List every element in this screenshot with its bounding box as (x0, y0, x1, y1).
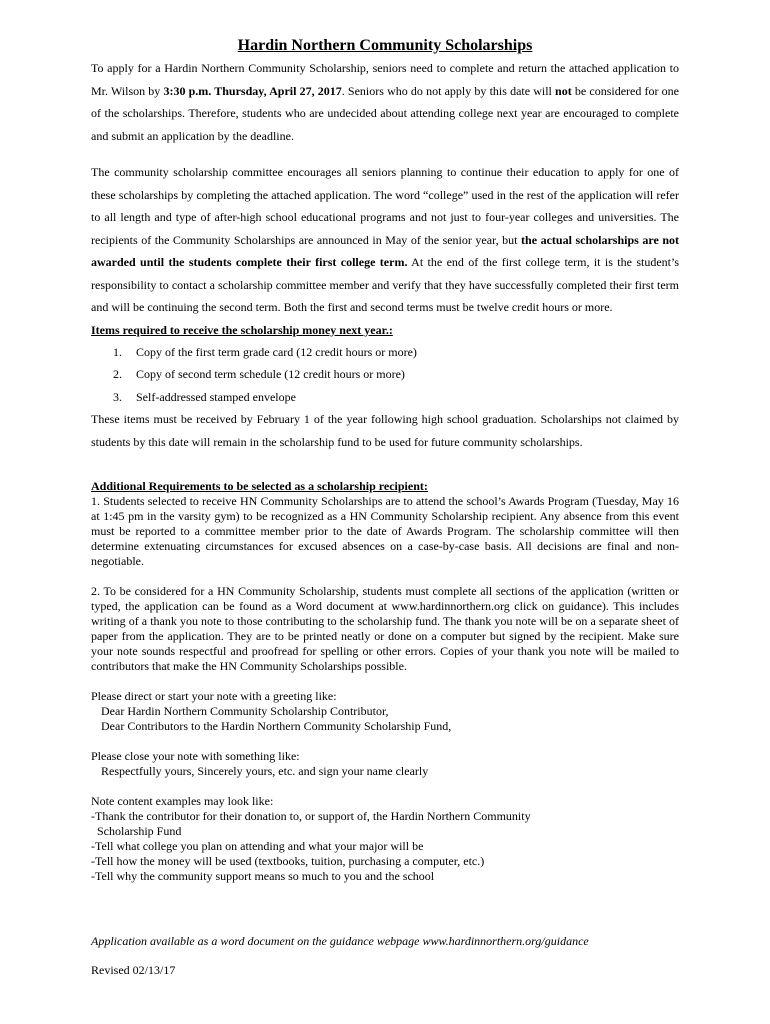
closing-intro: Please close your note with something like: (91, 749, 300, 763)
items-heading: Items required to receive the scholarship money next year.: (91, 322, 393, 337)
greeting-intro: Please direct or start your note with a greeting like: (91, 689, 337, 703)
items-list (91, 341, 679, 409)
footer-note: Application available as a word document on the guidance webpage www.hardinnorthern.org/guidance (91, 934, 589, 948)
committee-emphasis: the actual scholarships are not awarded until the students complete their first college term. (91, 232, 679, 269)
intro-text-mid: . Seniors who do not apply by this date will (341, 83, 556, 98)
intro-paragraph (91, 57, 679, 147)
item-number: 1. (113, 344, 122, 359)
greeting-example: Dear Hardin Northern Community Scholarship Contributor, (101, 704, 389, 718)
example-item: -Tell why the community support means so much to you and the school (91, 869, 435, 883)
example-item: -Thank the contributor for their donation to, or support of, the Hardin Northern Community (91, 809, 531, 823)
examples-intro: Note content examples may look like: (91, 794, 274, 808)
item-number: 3. (113, 389, 122, 404)
item-text: Self-addressed stamped envelope (136, 389, 296, 404)
example-item: -Tell what college you plan on attending and what your major will be (91, 839, 424, 853)
additional-heading: Additional Requirements to be selected as a scholarship recipient: (91, 479, 428, 493)
intro-text-end: be considered for one of the scholarships. Therefore, students who are undecided about attending college next year are encouraged to complete and submit an application by the deadline. (91, 83, 679, 143)
requirement-1: 1. Students selected to receive HN Community Scholarships are to attend the school’s Awards Program (Tuesday, May 16 at 1:45 pm in the varsity gym) to be recognized as a HN Community Scholarship recipient. Any absence from this event must be reported to a committee member prior to the date of Awards Program. The scholarship committee will then determine extenuating circumstances for excused absences on a case-by-case basis. All decisions are final and non-negotiable. (91, 494, 679, 568)
example-item: Scholarship Fund (97, 824, 182, 838)
intro-text: To apply for a Hardin Northern Community Scholarship, seniors need to complete and return the attached application to Mr. Wilson by (91, 61, 679, 98)
committee-text: The community scholarship committee encourages all seniors planning to continue their education to apply for one of these scholarships by completing the attached application. The word “college” used in the rest of the application will refer to all length and type of after-high school educational programs and not just to four-year colleges and universities. The recipients of the Community Scholarships are announced in May of the senior year, but (91, 165, 679, 247)
deadline-text: 3:30 p.m. Thursday, April 27, 2017 (163, 83, 342, 98)
item-number: 2. (113, 367, 122, 381)
revised-date: Revised 02/13/17 (91, 963, 176, 977)
committee-paragraph (91, 161, 679, 319)
list-item (91, 341, 679, 364)
greeting-example: Dear Contributors to the Hardin Northern Community Scholarship Fund, (101, 719, 452, 733)
list-item (91, 363, 679, 386)
item-text: Copy of the first term grade card (12 credit hours or more) (136, 344, 417, 359)
items-note: These items must be received by February 1 of the year following high school graduation. Scholarships not claimed by students by this date will remain in the scholarship fund to be used for future community scholarships. (91, 412, 679, 449)
requirement-2: 2. To be considered for a HN Community Scholarship, students must complete all sections of the application (written or typed, the application can be found as a Word document at www.hardinnorthern.org click on guidance). This includes writing of a thank you note to those contributing to the scholarship fund. The thank you note will be on a separate sheet of paper from the application. They are to be printed neatly or done on a computer but signed by the recipient. Make sure your note sounds respectful and proofread for spelling or other errors. Copies of your thank you note will be mailed to contributors that make the HN Community Scholarships possible. (91, 584, 679, 673)
committee-text-end: At the end of the first college term, it is the student’s responsibility to contact a scholarship committee member and verify that they have successfully completed their first term and will be continuing the second term. Both the first and second terms must be twelve credit hours or more. (91, 255, 679, 314)
closing-example: Respectfully yours, Sincerely yours, etc. and sign your name clearly (101, 764, 429, 778)
document-body (91, 36, 679, 884)
not-emphasis: not (555, 83, 572, 98)
item-text: Copy of second term schedule (12 credit hours or more) (136, 367, 405, 381)
page-title: Hardin Northern Community Scholarships (237, 37, 533, 54)
list-item (91, 386, 679, 409)
example-item: -Tell how the money will be used (textbooks, tuition, purchasing a computer, etc.) (91, 854, 485, 868)
